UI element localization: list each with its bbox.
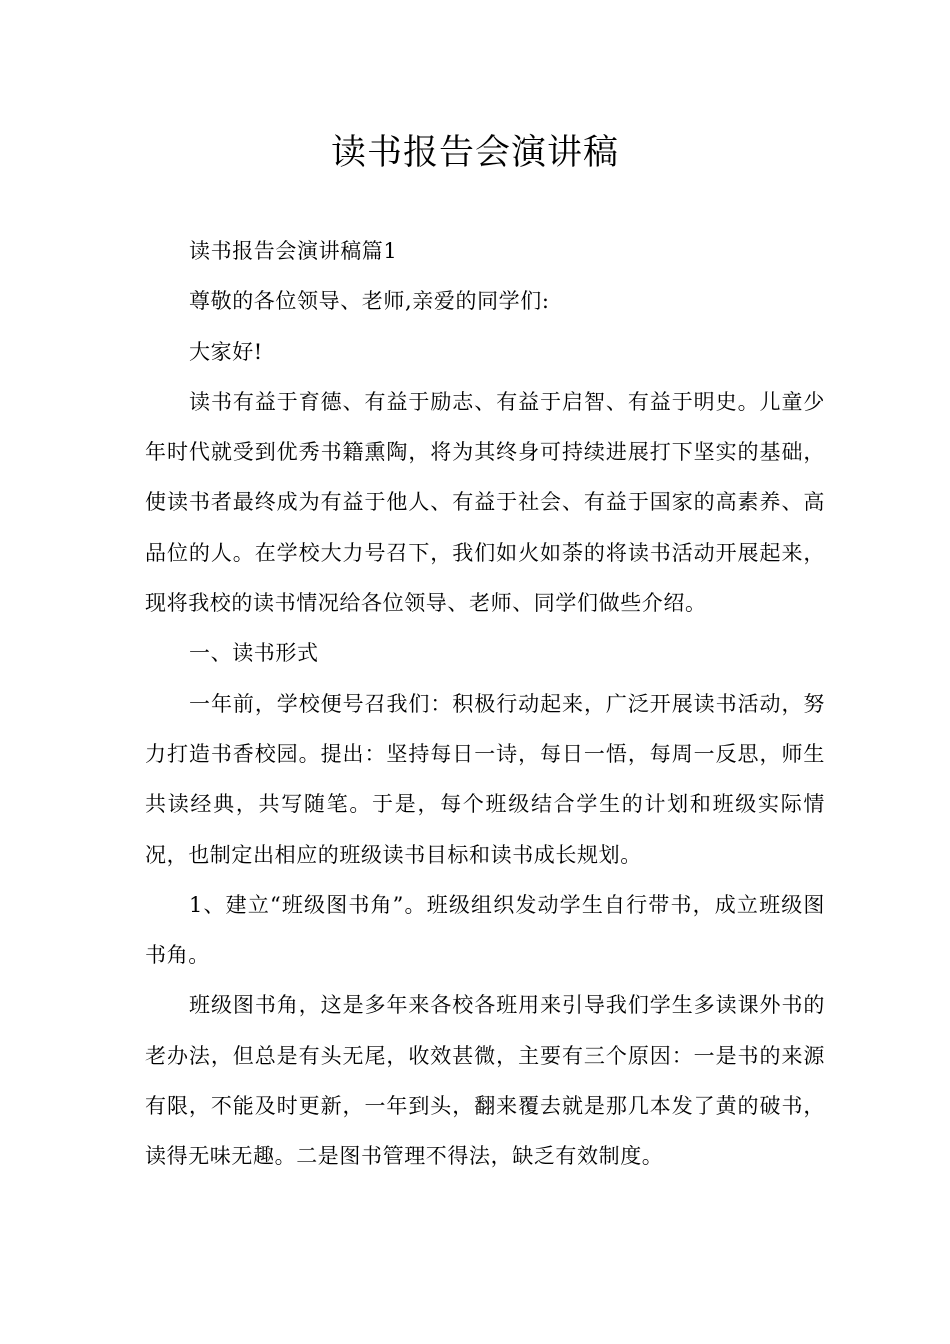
section-heading-reading-forms: 一、读书形式 bbox=[189, 641, 319, 666]
greeting-salutation: 尊敬的各位领导、老师,亲爱的同学们: bbox=[189, 289, 550, 314]
class-library-paragraph: 班级图书角，这是多年来各校各班用来引导我们学生多读课外书的老办法，但总是有头无尾，收效甚微，主要有三个原因：一是书的来源有限，不能及时更新，一年到头，翻来覆去就是那几本发了黄的破书，读得无味无趣。二是图书管理不得法，缺乏有效制度。 bbox=[145, 993, 825, 1169]
document-body bbox=[145, 226, 825, 1182]
intro-paragraph: 读书有益于育德、有益于励志、有益于启智、有益于明史。儿童少年时代就受到优秀书籍熏陶，将为其终身可持续进展打下坚实的基础，使读书者最终成为有益于他人、有益于社会、有益于国家的高素养、高品位的人。在学校大力号召下，我们如火如荼的将读书活动开展起来，现将我校的读书情况给各位领导、老师、同学们做些介绍。 bbox=[145, 389, 825, 616]
greeting-hello: 大家好! bbox=[189, 339, 263, 364]
document-title: 读书报告会演讲稿 bbox=[330, 133, 619, 173]
reading-forms-paragraph: 一年前，学校便号召我们：积极行动起来，广泛开展读书活动，努力打造书香校园。提出：坚持每日一诗，每日一悟，每周一反思，师生共读经典，共写随笔。于是，每个班级结合学生的计划和班级实际情况，也制定出相应的班级读书目标和读书成长规划。 bbox=[145, 691, 825, 867]
class-library-item: 1、建立“班级图书角”。班级组织发动学生自行带书，成立班级图书角。 bbox=[145, 892, 825, 968]
section-heading-part-1: 读书报告会演讲稿篇1 bbox=[189, 239, 398, 263]
